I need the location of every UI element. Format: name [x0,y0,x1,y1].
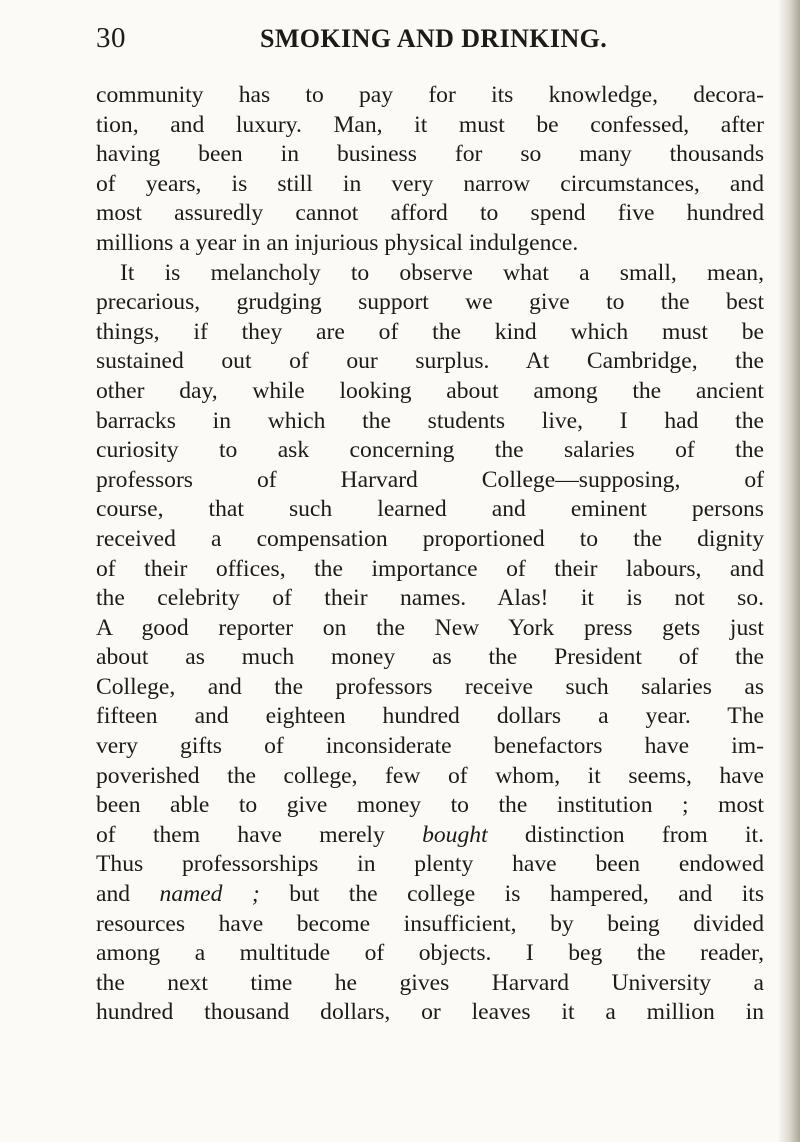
text-line: tion, and luxury. Man, it must be confessed, after [96,111,764,138]
text-run: but the college is hampered, and its [259,881,764,908]
text-line: precarious, grudging support we give to the best [96,289,764,316]
text-run: of them have merely [96,821,423,848]
text-run: and [96,881,160,908]
text-line: the next time he gives Harvard University a [96,969,764,996]
text-line: things, if they are of the kind which must be [96,318,764,345]
body-text [96,81,764,1028]
italic-word: named ; [159,881,260,908]
text-run: distinction from it. [487,821,764,848]
text-line: hundred thousand dollars, or leaves it a million in [96,999,764,1026]
text-line: of years, is still in very narrow circumstances, and [96,170,764,197]
text-line: barracks in which the students live, I had the [96,407,764,434]
page-number: 30 [96,22,126,54]
text-line: most assuredly cannot afford to spend five hundred [96,200,764,227]
text-line: having been in business for so many thousands [96,141,764,168]
text-line: course, that such learned and eminent persons [96,496,764,523]
text-line-with-italic [96,880,764,910]
text-line: College, and the professors receive such salaries as [96,673,764,700]
paragraph-first-line: It is melancholy to observe what a small, mean, [120,259,764,286]
text-line: about as much money as the President of the [96,644,764,671]
text-line: community has to pay for its knowledge, decora- [96,82,764,108]
text-line: sustained out of our surplus. At Cambridge, the [96,348,764,375]
text-line: A good reporter on the New York press gets just [96,614,764,641]
text-line: other day, while looking about among the ancient [96,377,764,404]
italic-word: bought [422,821,488,848]
text-line: curiosity to ask concerning the salaries of the [96,437,764,464]
text-line: the celebrity of their names. Alas! it is not so. [96,585,764,612]
text-line: received a compensation proportioned to the dignity [96,525,764,552]
page-gutter-shadow [778,0,800,1142]
text-line: very gifts of inconsiderate benefactors have im- [96,733,764,760]
text-line: millions a year in an injurious physical indulgence. [96,229,579,256]
text-line-with-italic [96,821,764,851]
text-line: poverished the college, few of whom, it seems, have [96,762,764,789]
text-line: fifteen and eighteen hundred dollars a year. The [96,703,764,730]
running-head [96,22,778,62]
running-title: SMOKING AND DRINKING. [260,24,608,53]
text-line: Thus professorships in plenty have been endowed [96,851,764,878]
text-line: of their offices, the importance of their labours, and [96,555,764,582]
text-line: been able to give money to the institution ; most [96,792,764,819]
text-line: resources have become insufficient, by being divided [96,910,764,937]
text-line: professors of Harvard College—supposing, of [96,466,764,493]
text-line: among a multitude of objects. I beg the reader, [96,940,764,967]
